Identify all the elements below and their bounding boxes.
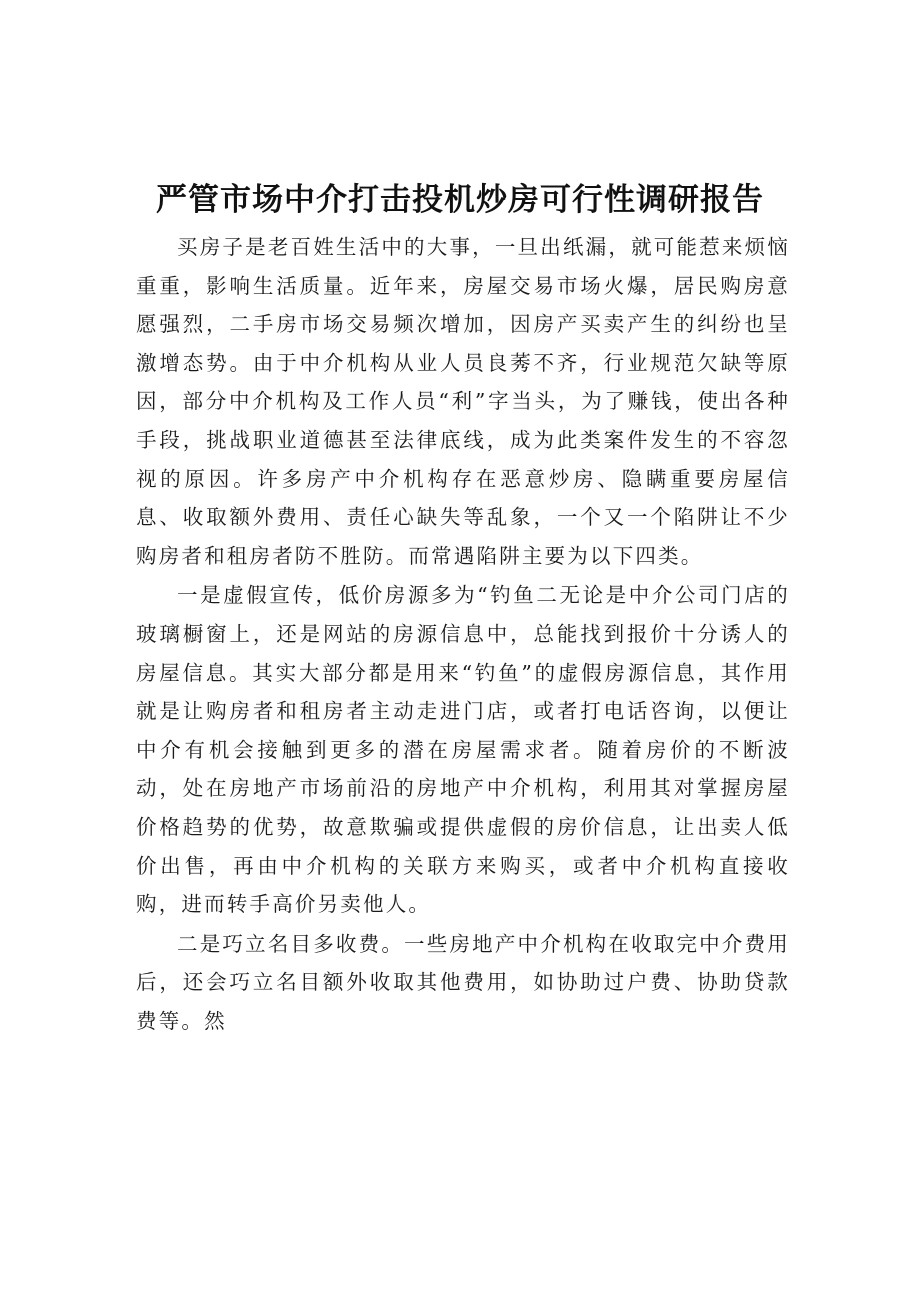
paragraph-intro: 买房子是老百姓生活中的大事，一旦出纸漏，就可能惹来烦恼重重，影响生活质量。近年来，房屋交易市场火爆，居民购房意愿强烈，二手房市场交易频次增加，因房产买卖产生的纠纷也呈激增态势。由于中介机构从业人员良莠不齐，行业规范欠缺等原因，部分中介机构及工作人员“利”字当头，为了赚钱，使出各种手段，挑战职业道德甚至法律底线，成为此类案件发生的不容忽视的原因。许多房产中介机构存在恶意炒房、隐瞒重要房屋信息、收取额外费用、责任心缺失等乱象，一个又一个陷阱让不少购房者和租房者防不胜防。而常遇陷阱主要为以下四类。	[136, 235, 790, 568]
paragraph-extra-fees: 二是巧立名目多收费。一些房地产中介机构在收取完中介费用后，还会巧立名目额外收取其他费用，如协助过户费、协助贷款费等。然	[136, 931, 790, 1033]
paragraph-false-advertising: 一是虚假宣传，低价房源多为“钓鱼二无论是中介公司门店的玻璃橱窗上，还是网站的房源信息中，总能找到报价十分诱人的房屋信息。其实大部分都是用来“钓鱼”的虚假房源信息，其作用就是让购房者和租房者主动走进门店，或者打电话咨询，以便让中介有机会接触到更多的潜在房屋需求者。随着房价的不断波动，处在房地产市场前沿的房地产中介机构，利用其对掌握房屋价格趋势的优势，故意欺骗或提供虚假的房价信息，让出卖人低价出售，再由中介机构的关联方来购买，或者中介机构直接收购，进而转手高价另卖他人。	[136, 583, 790, 917]
document-body	[136, 228, 790, 1040]
document-title: 严管市场中介打击投机炒房可行性调研报告	[156, 182, 764, 218]
